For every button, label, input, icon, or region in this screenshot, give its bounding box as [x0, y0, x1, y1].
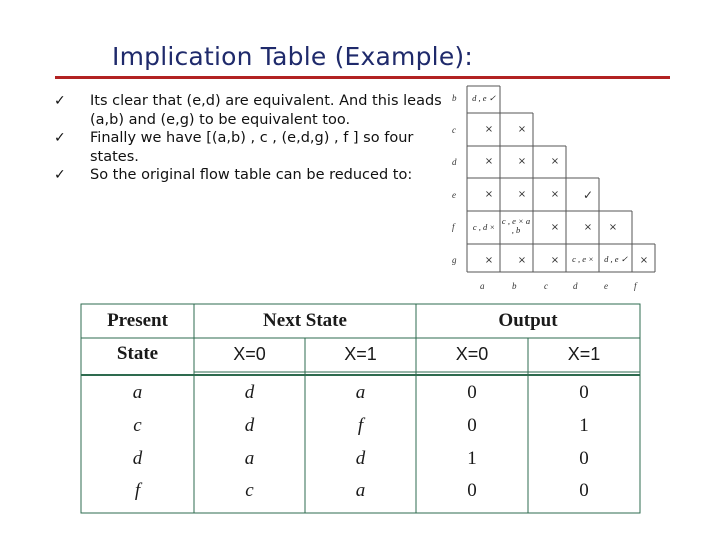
check-icon: ✓	[54, 167, 66, 183]
row-label: c	[452, 125, 456, 135]
row-label: b	[452, 93, 457, 103]
imp-cell: ×	[484, 124, 494, 135]
table-row	[81, 480, 640, 510]
imp-cell: d , e ✓	[472, 93, 496, 103]
imp-cell: ×	[639, 255, 649, 266]
imp-cell: ✓	[582, 188, 594, 202]
state-header: State	[116, 343, 159, 364]
imp-cell: c , e ×	[572, 254, 594, 264]
row-label: d	[452, 157, 457, 167]
imp-cell: ×	[517, 156, 527, 167]
out-x1-cell: 0	[579, 480, 589, 501]
next-x1-header: X=1	[344, 344, 377, 364]
imp-cell: ×	[550, 222, 560, 233]
bullet-text: Its clear that (e,d) are equivalent. And this leads (a,b) and (e,g) to be equivalent too.	[90, 93, 442, 128]
present-cell: d	[132, 448, 143, 469]
imp-cell: ×	[484, 156, 494, 167]
present-cell: a	[132, 382, 143, 403]
next-state-header: Next State	[263, 310, 347, 331]
imp-cell: ×	[550, 255, 560, 266]
table-row	[81, 382, 640, 412]
col-label: b	[512, 281, 517, 291]
present-cell: c	[133, 415, 142, 436]
present-header: Present	[107, 310, 168, 331]
slide-title: Implication Table (Example):	[112, 42, 473, 71]
imp-cell: ×	[517, 124, 527, 135]
next-x0-header: X=0	[233, 344, 266, 364]
out-x0-header: X=0	[455, 344, 489, 364]
imp-cell: c , e × a , b	[501, 216, 531, 235]
col-label: c	[544, 281, 548, 291]
bullet-text: Finally we have [(a,b) , c , (e,d,g) , f ] so four states.	[90, 130, 414, 165]
next-x0-cell: d	[244, 382, 255, 403]
imp-cell: ×	[517, 189, 527, 200]
output-header: Output	[498, 310, 558, 331]
next-x1-cell: a	[355, 480, 366, 501]
bullet-text: So the original flow table can be reduced to:	[90, 167, 413, 183]
out-x1-cell: 0	[579, 382, 589, 403]
out-x0-cell: 1	[467, 448, 477, 469]
next-x1-cell: a	[355, 382, 366, 403]
imp-cell: ×	[484, 255, 494, 266]
imp-cell: c , d ×	[472, 222, 496, 232]
next-x1-cell: f	[357, 415, 364, 436]
next-x0-cell: c	[245, 480, 254, 501]
col-label: d	[573, 281, 578, 291]
out-x0-cell: 0	[467, 415, 477, 436]
row-label: f	[452, 222, 455, 232]
out-x0-cell: 0	[467, 382, 477, 403]
row-label: e	[452, 190, 456, 200]
out-x1-header: X=1	[567, 344, 601, 364]
next-x1-cell: d	[355, 448, 366, 469]
imp-cell: d , e ✓	[604, 254, 628, 264]
imp-cell: ×	[608, 222, 618, 233]
imp-cell: ×	[484, 189, 494, 200]
table-row	[81, 415, 640, 445]
imp-cell: ×	[583, 222, 593, 233]
out-x1-cell: 1	[579, 415, 589, 436]
out-x1-cell: 0	[579, 448, 589, 469]
imp-cell: ×	[517, 255, 527, 266]
row-label: g	[452, 255, 457, 265]
check-icon: ✓	[54, 93, 66, 109]
check-icon: ✓	[54, 130, 66, 146]
present-cell: f	[134, 480, 141, 501]
imp-cell: ×	[550, 156, 560, 167]
col-label: f	[634, 281, 637, 291]
next-x0-cell: a	[244, 448, 255, 469]
col-label: a	[480, 281, 485, 291]
col-label: e	[604, 281, 608, 291]
table-row	[81, 448, 640, 478]
imp-cell: ×	[550, 189, 560, 200]
next-x0-cell: d	[244, 415, 255, 436]
out-x0-cell: 0	[467, 480, 477, 501]
